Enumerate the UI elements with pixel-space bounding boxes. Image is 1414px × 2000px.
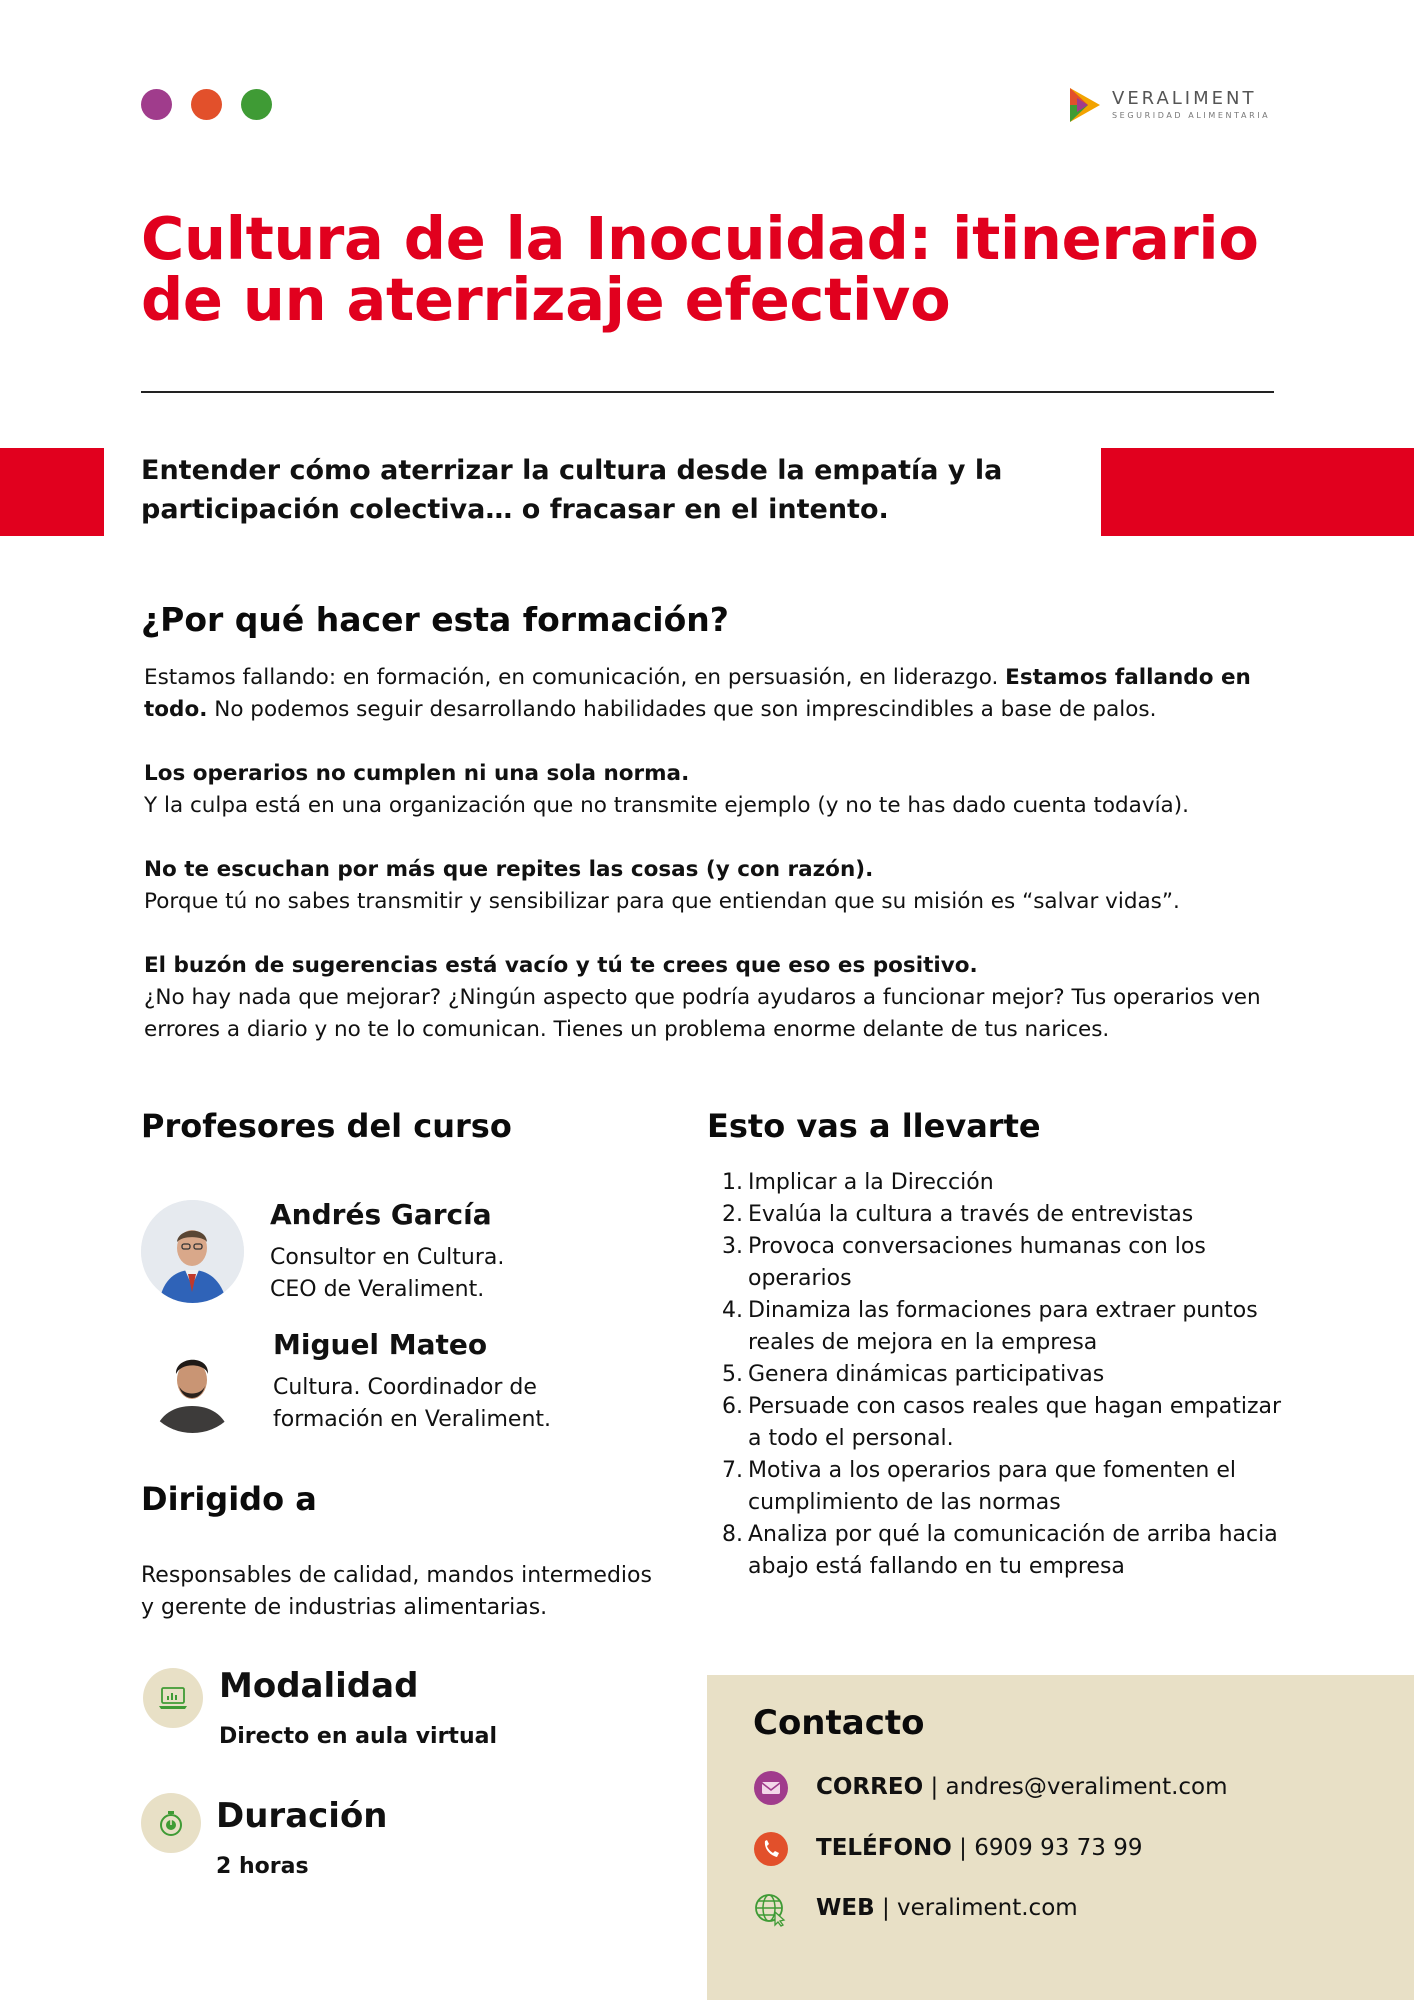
email-separator: | xyxy=(930,1774,939,1800)
avatar-andres-garcia xyxy=(141,1200,244,1303)
professor-2-description xyxy=(273,1372,653,1436)
professor-1-description xyxy=(270,1242,650,1306)
title-line-1: Cultura de la Inocuidad: itinerario xyxy=(141,204,1259,273)
takeaway-number: 5. xyxy=(722,1362,743,1387)
web-label: WEB xyxy=(816,1895,875,1921)
professor-1-name: Andrés García xyxy=(270,1198,492,1231)
green-dot xyxy=(241,89,272,120)
mail-icon xyxy=(753,1770,789,1806)
professors-heading: Profesores del curso xyxy=(141,1107,512,1145)
takeaway-item xyxy=(722,1359,1282,1391)
red-band-right xyxy=(1101,448,1414,536)
takeaway-text: Implicar a la Dirección xyxy=(748,1170,994,1195)
takeaways-list xyxy=(722,1167,1282,1583)
takeaway-number: 3. xyxy=(722,1234,743,1259)
logo-mark-icon xyxy=(1068,86,1102,124)
modality-value: Directo en aula virtual xyxy=(219,1724,497,1749)
purple-dot xyxy=(141,89,172,120)
takeaway-text: Analiza por qué la comunicación de arriba hacia abajo está fallando en tu empresa xyxy=(748,1522,1278,1579)
avatar-miguel-mateo xyxy=(141,1330,244,1433)
takeaway-item xyxy=(722,1519,1282,1583)
duration-badge xyxy=(141,1793,201,1853)
professor-1-role: Consultor en Cultura. xyxy=(270,1245,505,1270)
why-body xyxy=(144,662,1284,1078)
phone-label: TELÉFONO xyxy=(816,1835,952,1861)
professor-2-position: formación en Veraliment. xyxy=(273,1407,552,1432)
stopwatch-icon xyxy=(155,1807,187,1839)
takeaway-text: Genera dinámicas participativas xyxy=(748,1362,1105,1387)
modality-badge xyxy=(143,1668,203,1728)
person-photo-icon xyxy=(141,1330,244,1433)
why-paragraph-3 xyxy=(144,854,1284,918)
why-p3-text: Porque tú no sabes transmitir y sensibilizar para que entiendan que su misión es “salvar vidas”. xyxy=(144,889,1180,914)
contact-email-text[interactable] xyxy=(816,1774,1228,1800)
professor-2-role: Cultura. Coordinador de xyxy=(273,1375,537,1400)
professor-2-name: Miguel Mateo xyxy=(273,1328,488,1361)
takeaway-number: 6. xyxy=(722,1394,743,1419)
contact-phone-text[interactable] xyxy=(816,1835,1143,1861)
web-separator: | xyxy=(881,1895,890,1921)
subtitle: Entender cómo aterrizar la cultura desde la empatía y la participación colectiva… o fracasar en el intento. xyxy=(141,455,1003,525)
professor-1-position: CEO de Veraliment. xyxy=(270,1277,485,1302)
why-p4-bold: El buzón de sugerencias está vacío y tú te crees que eso es positivo. xyxy=(144,953,978,978)
globe-cursor-icon xyxy=(753,1891,789,1927)
takeaway-item xyxy=(722,1199,1282,1231)
red-band-left xyxy=(0,448,104,536)
logo-name: VERALIMENT xyxy=(1112,88,1257,109)
logo-tagline: SEGURIDAD ALIMENTARIA xyxy=(1112,111,1271,120)
audience-line-1: Responsables de calidad, mandos intermedios xyxy=(141,1563,652,1588)
email-label: CORREO xyxy=(816,1774,924,1800)
why-paragraph-4 xyxy=(144,950,1284,1046)
why-p4-text: ¿No hay nada que mejorar? ¿Ningún aspecto que podría ayudaros a funcionar mejor? Tus operarios ven errores a diario y no te lo comunican. Tienes un problema enorme delante de tus narices. xyxy=(144,985,1261,1042)
why-p1-tail: No podemos seguir desarrollando habilidades que son imprescindibles a base de palos. xyxy=(214,697,1157,722)
email-value[interactable]: andres@veraliment.com xyxy=(945,1774,1228,1800)
takeaway-text: Persuade con casos reales que hagan empatizar a todo el personal. xyxy=(748,1394,1282,1451)
title-divider xyxy=(141,391,1274,393)
takeaways-heading: Esto vas a llevarte xyxy=(707,1107,1041,1145)
why-p2-bold: Los operarios no cumplen ni una sola norma. xyxy=(144,761,690,786)
duration-title: Duración xyxy=(216,1796,388,1836)
why-p1-bold: Estamos fallando en todo. xyxy=(144,665,1251,722)
takeaway-number: 8. xyxy=(722,1522,743,1547)
takeaway-number: 4. xyxy=(722,1298,743,1323)
why-paragraph-2 xyxy=(144,758,1284,822)
duration-value: 2 horas xyxy=(216,1854,309,1879)
contact-web-text[interactable] xyxy=(816,1895,1078,1921)
takeaway-number: 7. xyxy=(722,1458,743,1483)
audience-line-2: y gerente de industrias alimentarias. xyxy=(141,1595,548,1620)
contact-heading: Contacto xyxy=(753,1703,925,1743)
why-paragraph-1 xyxy=(144,662,1284,726)
contact-phone[interactable] xyxy=(753,1829,1373,1869)
takeaway-item xyxy=(722,1391,1282,1455)
phone-value[interactable]: 6909 93 73 99 xyxy=(974,1835,1143,1861)
title-line-2: de un aterrizaje efectivo xyxy=(141,265,951,334)
why-p2-text: Y la culpa está en una organización que no transmite ejemplo (y no te has dado cuenta todavía). xyxy=(144,793,1189,818)
contact-panel xyxy=(707,1675,1414,2000)
web-value[interactable]: veraliment.com xyxy=(897,1895,1078,1921)
why-heading: ¿Por qué hacer esta formación? xyxy=(141,600,729,639)
orange-dot xyxy=(191,89,222,120)
contact-email[interactable] xyxy=(753,1768,1373,1808)
modality-title: Modalidad xyxy=(219,1666,419,1706)
takeaway-text: Motiva a los operarios para que fomenten el cumplimiento de las normas xyxy=(748,1458,1236,1515)
takeaway-number: 1. xyxy=(722,1170,743,1195)
takeaway-text: Evalúa la cultura a través de entrevistas xyxy=(748,1202,1194,1227)
takeaway-number: 2. xyxy=(722,1202,743,1227)
takeaway-text: Dinamiza las formaciones para extraer puntos reales de mejora en la empresa xyxy=(748,1298,1258,1355)
phone-separator: | xyxy=(959,1835,967,1861)
contact-web[interactable] xyxy=(753,1889,1373,1929)
audience-text xyxy=(141,1560,681,1624)
why-p3-bold: No te escuchan por más que repites las cosas (y con razón). xyxy=(144,857,874,882)
takeaway-item xyxy=(722,1455,1282,1519)
why-p1-text: Estamos fallando: en formación, en comunicación, en persuasión, en liderazgo. xyxy=(144,665,999,690)
takeaway-item xyxy=(722,1231,1282,1295)
person-photo-icon xyxy=(141,1200,244,1303)
takeaway-text: Provoca conversaciones humanas con los operarios xyxy=(748,1234,1206,1291)
page-title xyxy=(141,204,1381,334)
takeaway-item xyxy=(722,1167,1282,1199)
phone-icon xyxy=(753,1831,789,1867)
laptop-chart-icon xyxy=(157,1682,189,1714)
veraliment-logo xyxy=(1068,86,1271,126)
audience-heading: Dirigido a xyxy=(141,1480,317,1518)
takeaway-item xyxy=(722,1295,1282,1359)
